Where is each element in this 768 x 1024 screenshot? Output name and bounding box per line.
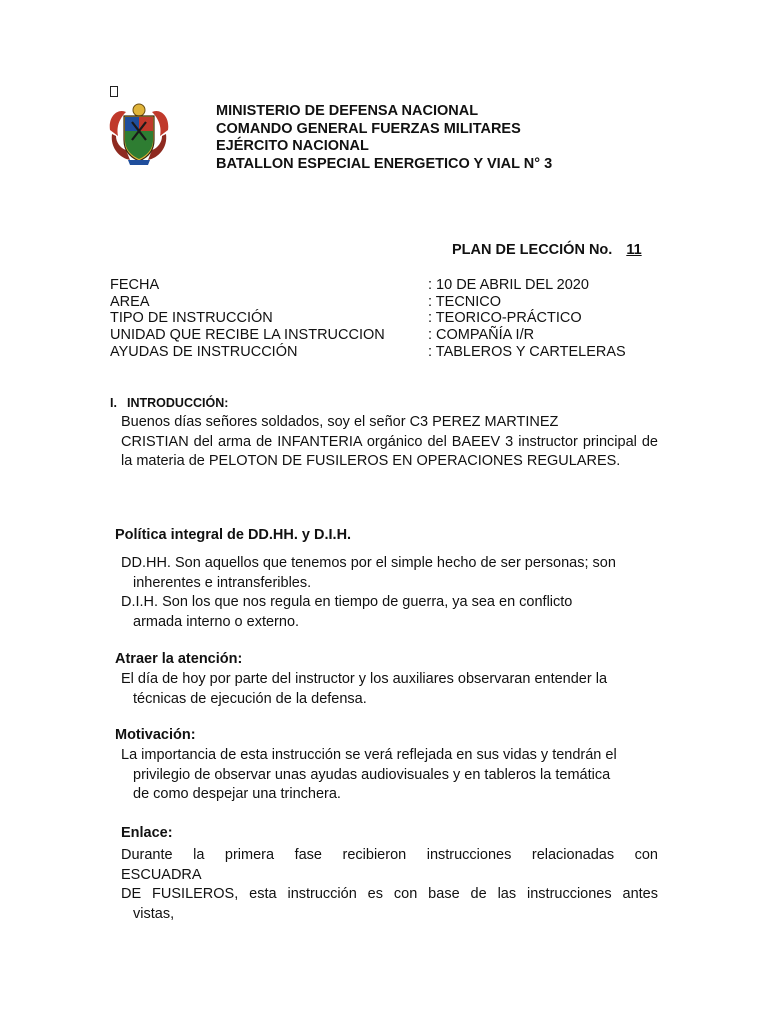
enlace-line: Durante la primera fase recibieron instrucciones relacionadas con xyxy=(121,847,658,863)
enlace-paragraph xyxy=(121,846,658,924)
info-label: FECHA xyxy=(110,277,160,293)
info-value: : COMPAÑÍA I/R xyxy=(428,327,535,343)
motivacion-line-cont: privilegio de observar unas ayudas audiovisuales y en tableros la temática xyxy=(133,766,611,783)
info-row-fecha xyxy=(110,277,670,294)
institution-header xyxy=(216,103,552,173)
enlace-line-2: DE FUSILEROS, esta instrucción es con base de las instrucciones antes xyxy=(121,886,658,902)
intro-line-2: CRISTIAN del arma de INFANTERIA orgánico del BAEEV 3 instructor principal de la materia de PELOTON DE FUSILEROS EN OPERACIONES REGULARES. xyxy=(121,433,658,469)
info-value: : TEORICO-PRÁCTICO xyxy=(428,310,582,326)
info-row-unidad xyxy=(110,327,670,344)
placeholder-glyph xyxy=(110,86,118,97)
enlace-heading: Enlace: xyxy=(121,825,173,841)
header-line-battalion: BATALLON ESPECIAL ENERGETICO Y VIAL N° 3 xyxy=(216,155,553,172)
header-line-command: COMANDO GENERAL FUERZAS MILITARES xyxy=(216,120,521,137)
enlace-line-wrap: ESCUADRA xyxy=(121,866,202,883)
atraer-heading: Atraer la atención: xyxy=(115,651,243,667)
atraer-paragraph xyxy=(121,670,658,709)
atraer-line: El día de hoy por parte del instructor y los auxiliares observaran entender la xyxy=(121,671,608,687)
motivacion-line: La importancia de esta instrucción se verá reflejada en sus vidas y tendrán el xyxy=(121,747,617,763)
header-line-army: EJÉRCITO NACIONAL xyxy=(216,138,369,154)
info-label: AREA xyxy=(110,294,150,310)
intro-paragraph xyxy=(121,413,658,472)
motivacion-paragraph xyxy=(121,746,658,805)
header-line-ministry: MINISTERIO DE DEFENSA NACIONAL xyxy=(216,103,479,119)
army-crest-logo xyxy=(106,100,172,166)
info-row-area xyxy=(110,294,670,311)
intro-title: INTRODUCCIÓN: xyxy=(127,396,229,410)
crest-top-emblem xyxy=(133,104,145,116)
motivacion-heading: Motivación: xyxy=(115,727,196,743)
politica-paragraph xyxy=(121,554,658,632)
info-row-tipo xyxy=(110,310,670,327)
dih-line: D.I.H. Son los que nos regula en tiempo de guerra, ya sea en conflicto xyxy=(121,594,573,610)
atraer-line-cont: técnicas de ejecución de la defensa. xyxy=(133,690,367,707)
intro-line-1: Buenos días señores soldados, soy el señor C3 PEREZ MARTINEZ xyxy=(121,414,559,430)
ddhh-line-cont: inherentes e intransferibles. xyxy=(133,574,312,591)
intro-heading xyxy=(110,396,228,410)
info-value: : TABLEROS Y CARTELERAS xyxy=(428,344,626,360)
politica-heading: Política integral de DD.HH. y D.I.H. xyxy=(115,527,352,543)
info-label: AYUDAS DE INSTRUCCIÓN xyxy=(110,344,298,360)
intro-roman: I. xyxy=(110,396,117,410)
enlace-line-2-cont: vistas, xyxy=(133,905,175,922)
info-label: TIPO DE INSTRUCCIÓN xyxy=(110,310,273,326)
dih-line-cont: armada interno o externo. xyxy=(133,613,300,630)
info-value: : 10 DE ABRIL DEL 2020 xyxy=(428,277,589,293)
motivacion-line-cont: de como despejar una trinchera. xyxy=(133,786,341,802)
plan-number: 11 xyxy=(626,242,642,258)
info-value: : TECNICO xyxy=(428,294,502,310)
info-label: UNIDAD QUE RECIBE LA INSTRUCCION xyxy=(110,327,385,343)
lesson-plan-title xyxy=(452,242,642,258)
crest-ribbon xyxy=(128,160,150,165)
ddhh-line: DD.HH. Son aquellos que tenemos por el simple hecho de ser personas; son xyxy=(121,555,616,571)
plan-label: PLAN DE LECCIÓN No. xyxy=(452,242,613,258)
info-row-ayudas xyxy=(110,344,670,361)
